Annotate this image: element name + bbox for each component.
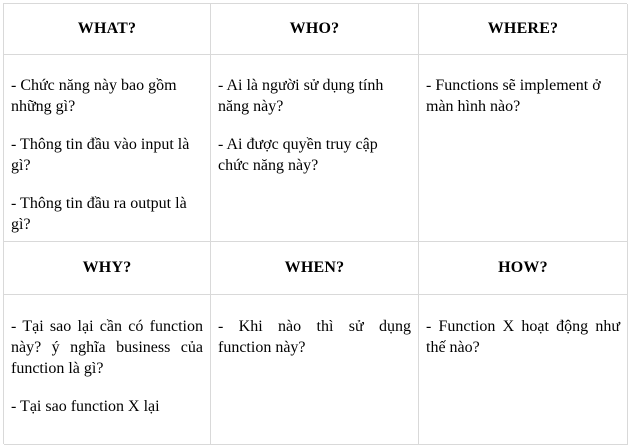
cell-where — [419, 55, 628, 242]
when-item: - Khi nào thì sử dụng function này? — [218, 318, 411, 356]
how-item: - Function X hoạt động như thế nào? — [426, 318, 620, 356]
what-item: - Thông tin đầu ra output là gì? — [11, 195, 187, 233]
what-item: - Thông tin đầu vào input là gì? — [11, 136, 190, 174]
cell-who — [211, 55, 419, 242]
cell-how — [419, 295, 628, 445]
why-item: - Tại sao lại cần có function này? ý nghĩa business của function là gì? — [11, 318, 203, 377]
cell-why — [4, 295, 211, 445]
why-item: - Tại sao function X lại — [11, 398, 160, 415]
who-item: - Ai được quyền truy cập chức năng này? — [218, 136, 378, 174]
cell-what — [4, 55, 211, 242]
header-who: WHO? — [211, 4, 419, 55]
header-how: HOW? — [419, 242, 628, 295]
header-when: WHEN? — [211, 242, 419, 295]
who-item: - Ai là người sử dụng tính năng này? — [218, 77, 384, 115]
5w1h-table — [3, 3, 627, 444]
cell-when — [211, 295, 419, 445]
header-where: WHERE? — [419, 4, 628, 55]
header-what: WHAT? — [4, 4, 211, 55]
what-item: - Chức năng này bao gồm những gì? — [11, 77, 177, 115]
header-why: WHY? — [4, 242, 211, 295]
where-item: - Functions sẽ implement ở màn hình nào? — [426, 77, 601, 115]
